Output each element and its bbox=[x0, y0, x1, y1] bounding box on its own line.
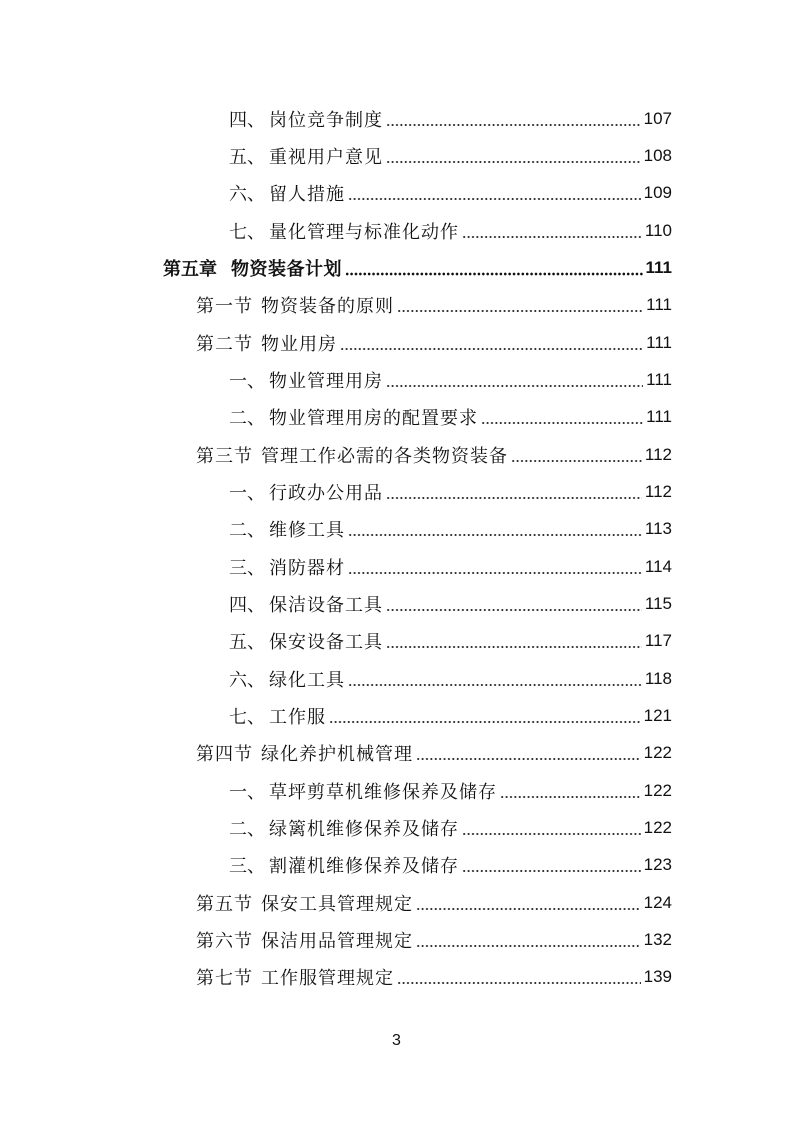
toc-entry-page: 122 bbox=[643, 818, 672, 837]
toc-entry[interactable] bbox=[229, 477, 672, 507]
toc-section-label: 第三节 bbox=[196, 446, 253, 467]
toc-entry-title: 工作服管理规定 bbox=[261, 968, 394, 989]
toc-entry-page: 132 bbox=[643, 930, 672, 949]
toc-entry-page: 139 bbox=[643, 967, 672, 986]
toc-entry-page: 122 bbox=[643, 781, 672, 800]
toc-entry-title: 绿化工具 bbox=[269, 670, 345, 691]
toc-entry-page: 113 bbox=[644, 519, 672, 538]
toc-entry-number: 二、 bbox=[229, 520, 265, 540]
toc-section-label: 第一节 bbox=[196, 296, 253, 317]
toc-entry-title: 重视用户意见 bbox=[269, 147, 383, 168]
toc-entry-title: 物资装备的原则 bbox=[261, 296, 394, 317]
toc-section-entry[interactable] bbox=[196, 888, 672, 918]
dot-leader bbox=[329, 701, 641, 731]
toc-entry-page: 114 bbox=[644, 557, 672, 576]
toc-section-entry[interactable] bbox=[196, 440, 672, 470]
toc-entry[interactable] bbox=[229, 850, 672, 880]
toc-entry[interactable] bbox=[229, 552, 672, 582]
toc-section-label: 第二节 bbox=[196, 334, 253, 355]
toc-entry-number: 四、 bbox=[229, 110, 265, 130]
dot-leader bbox=[340, 328, 643, 358]
dot-leader bbox=[348, 552, 642, 582]
toc-entry-title: 物业管理用房的配置要求 bbox=[269, 408, 478, 429]
dot-leader bbox=[386, 626, 642, 656]
dot-leader bbox=[386, 365, 643, 395]
toc-entry-title: 绿篱机维修保养及储存 bbox=[269, 819, 459, 840]
toc-entry-page: 123 bbox=[643, 855, 672, 874]
toc-entry[interactable] bbox=[229, 626, 672, 656]
toc-entry[interactable] bbox=[229, 365, 672, 395]
toc-entry-page: 109 bbox=[643, 183, 672, 202]
toc-entry-number: 四、 bbox=[229, 595, 265, 615]
toc-chapter-entry[interactable] bbox=[163, 253, 672, 283]
toc-section-entry[interactable] bbox=[196, 738, 672, 768]
toc-entry[interactable] bbox=[229, 514, 672, 544]
toc-entry-page: 112 bbox=[644, 482, 672, 501]
toc-entry-page: 121 bbox=[643, 706, 672, 725]
toc-entry-title: 物业管理用房 bbox=[269, 371, 383, 392]
toc-entry-page: 110 bbox=[644, 221, 672, 240]
toc-section-entry[interactable] bbox=[196, 328, 672, 358]
toc-entry-title: 保洁设备工具 bbox=[269, 595, 383, 616]
toc-entry[interactable] bbox=[229, 813, 672, 843]
toc-entry[interactable] bbox=[229, 776, 672, 806]
toc-entry-title: 绿化养护机械管理 bbox=[261, 744, 413, 765]
toc-entry-number: 二、 bbox=[229, 819, 265, 839]
toc-entry-page: 111 bbox=[646, 407, 672, 426]
toc-entry[interactable] bbox=[229, 589, 672, 619]
toc-entry-title: 留人措施 bbox=[269, 184, 345, 205]
dot-leader bbox=[348, 664, 642, 694]
toc-entry-page: 111 bbox=[646, 333, 672, 352]
toc-entry-number: 二、 bbox=[229, 408, 265, 428]
toc-entry-number: 七、 bbox=[229, 707, 265, 727]
toc-entry[interactable] bbox=[229, 402, 672, 432]
toc-entry-page: 111 bbox=[645, 258, 672, 277]
toc-entry-number: 六、 bbox=[229, 184, 265, 204]
toc-entry[interactable] bbox=[229, 664, 672, 694]
toc-entry-number: 五、 bbox=[229, 147, 265, 167]
toc-entry-title: 岗位竞争制度 bbox=[269, 110, 383, 131]
toc-entry-page: 122 bbox=[643, 743, 672, 762]
dot-leader bbox=[397, 962, 641, 992]
toc-entry[interactable] bbox=[229, 216, 672, 246]
toc-entry[interactable] bbox=[229, 701, 672, 731]
toc-entry-title: 量化管理与标准化动作 bbox=[269, 222, 459, 243]
toc-section-label: 第六节 bbox=[196, 931, 253, 952]
dot-leader bbox=[462, 813, 641, 843]
toc-section-entry[interactable] bbox=[196, 925, 672, 955]
toc-entry-title: 割灌机维修保养及储存 bbox=[269, 856, 459, 877]
toc-entry-title: 维修工具 bbox=[269, 520, 345, 541]
toc-entry-page: 111 bbox=[646, 295, 672, 314]
dot-leader bbox=[348, 514, 642, 544]
dot-leader bbox=[500, 776, 641, 806]
toc-entry-page: 108 bbox=[643, 146, 672, 165]
toc-entry[interactable] bbox=[229, 141, 672, 171]
dot-leader bbox=[462, 216, 642, 246]
dot-leader bbox=[397, 290, 643, 320]
toc-entry-page: 111 bbox=[646, 370, 672, 389]
toc-entry-number: 一、 bbox=[229, 371, 265, 391]
toc-entry-number: 六、 bbox=[229, 670, 265, 690]
toc-entry-page: 124 bbox=[643, 893, 672, 912]
toc-entry-page: 118 bbox=[644, 669, 672, 688]
toc-entry-number: 五、 bbox=[229, 632, 265, 652]
dot-leader bbox=[386, 104, 641, 134]
toc-entry-title: 行政办公用品 bbox=[269, 483, 383, 504]
toc-entry[interactable] bbox=[229, 178, 672, 208]
toc-section-entry[interactable] bbox=[196, 290, 672, 320]
toc-section-label: 第五节 bbox=[196, 894, 253, 915]
toc-chapter-label: 第五章 bbox=[163, 259, 217, 280]
dot-leader bbox=[348, 178, 641, 208]
toc-entry-title: 保安设备工具 bbox=[269, 632, 383, 653]
dot-leader bbox=[345, 253, 643, 283]
toc-entry-page: 115 bbox=[644, 594, 672, 613]
dot-leader bbox=[416, 738, 641, 768]
toc-entry-page: 112 bbox=[644, 445, 672, 464]
dot-leader bbox=[386, 141, 641, 171]
toc-entry-page: 117 bbox=[644, 631, 672, 650]
toc-entry-title: 保洁用品管理规定 bbox=[261, 931, 413, 952]
toc-entry-number: 三、 bbox=[229, 856, 265, 876]
toc-entry-title: 消防器材 bbox=[269, 558, 345, 579]
toc-entry-title: 工作服 bbox=[269, 707, 326, 728]
toc-entry-number: 一、 bbox=[229, 782, 265, 802]
toc-entry-number: 三、 bbox=[229, 558, 265, 578]
toc-section-label: 第四节 bbox=[196, 744, 253, 765]
dot-leader bbox=[462, 850, 641, 880]
toc-section-entry[interactable] bbox=[196, 962, 672, 992]
dot-leader bbox=[416, 888, 641, 918]
toc-entry-title: 物资装备计划 bbox=[231, 259, 342, 280]
toc-entry-page: 107 bbox=[643, 109, 672, 128]
toc-entry-title: 草坪剪草机维修保养及储存 bbox=[269, 782, 497, 803]
dot-leader bbox=[511, 440, 642, 470]
toc-entry-number: 七、 bbox=[229, 222, 265, 242]
dot-leader bbox=[416, 925, 641, 955]
toc-entry-title: 保安工具管理规定 bbox=[261, 894, 413, 915]
toc-section-label: 第七节 bbox=[196, 968, 253, 989]
page-number: 3 bbox=[392, 1032, 401, 1049]
dot-leader bbox=[386, 477, 642, 507]
toc-entry-number: 一、 bbox=[229, 483, 265, 503]
dot-leader bbox=[481, 402, 643, 432]
toc-entry[interactable] bbox=[229, 104, 672, 134]
toc-entry-title: 物业用房 bbox=[261, 334, 337, 355]
dot-leader bbox=[386, 589, 642, 619]
toc-entry-title: 管理工作必需的各类物资装备 bbox=[261, 446, 508, 467]
